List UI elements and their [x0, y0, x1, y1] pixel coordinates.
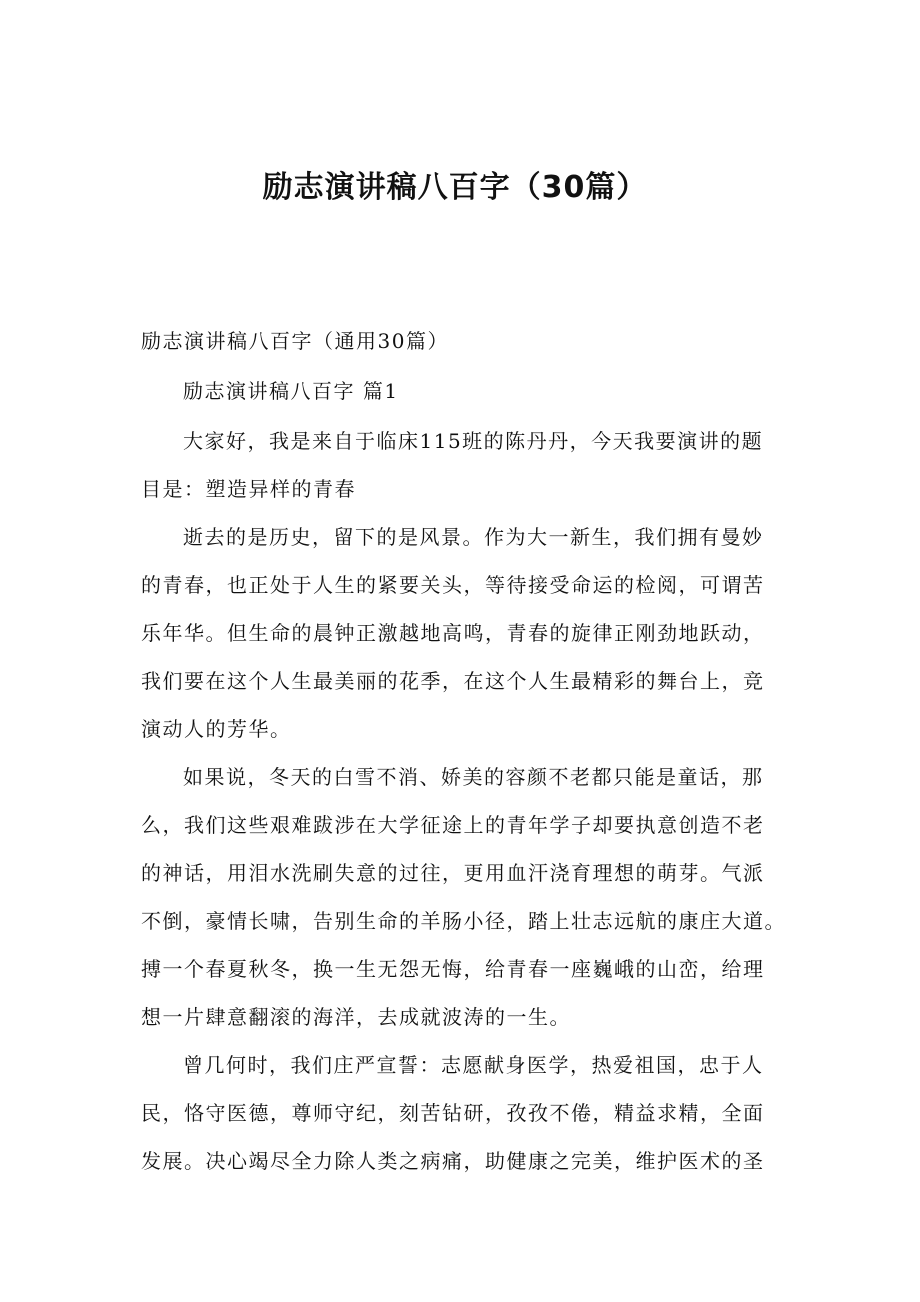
paragraph-line: 我们要在这个人生最美丽的花季，在这个人生最精彩的舞台上，竞 [141, 669, 765, 693]
paragraph-line: 的青春，也正处于人生的紧要关头，等待接受命运的检阅，可谓苦 [141, 573, 765, 597]
paragraph-line: 演动人的芳华。 [141, 717, 292, 741]
paragraph-line: 么，我们这些艰难跋涉在大学征途上的青年学子却要执意创造不老 [141, 813, 765, 837]
paragraph-line: 想一片肆意翻滚的海洋，去成就波涛的一生。 [141, 1005, 571, 1029]
document-title: 励志演讲稿八百字（30篇） [262, 170, 648, 205]
paragraph-line: 不倒，豪情长啸，告别生命的羊肠小径，踏上壮志远航的康庄大道。 [141, 909, 786, 933]
paragraph-line: 乐年华。但生命的晨钟正激越地高鸣，青春的旋律正刚劲地跃动， [141, 621, 765, 645]
paragraph-line: 的神话，用泪水洗刷失意的过往，更用血汗浇育理想的萌芽。气派 [141, 861, 765, 885]
paragraph-line: 发展。决心竭尽全力除人类之病痛，助健康之完美，维护医术的圣 [141, 1149, 765, 1173]
paragraph-line: 民，恪守医德，尊师守纪，刻苦钻研，孜孜不倦，精益求精，全面 [141, 1101, 765, 1125]
paragraph-line: 搏一个春夏秋冬，换一生无怨无悔，给青春一座巍峨的山峦，给理 [141, 957, 765, 981]
document-subtitle: 励志演讲稿八百字（通用30篇） [141, 329, 449, 353]
paragraph-line: 如果说，冬天的白雪不消、娇美的容颜不老都只能是童话，那 [183, 765, 764, 789]
paragraph-line: 曾几何时，我们庄严宣誓：志愿献身医学，热爱祖国，忠于人 [183, 1053, 764, 1077]
paragraph-line: 大家好，我是来自于临床115班的陈丹丹，今天我要演讲的题 [183, 429, 764, 453]
paragraph-line: 目是：塑造异样的青春 [141, 477, 356, 501]
paragraph-line: 逝去的是历史，留下的是风景。作为大一新生，我们拥有曼妙 [183, 525, 764, 549]
section-heading: 励志演讲稿八百字 篇1 [183, 379, 399, 403]
